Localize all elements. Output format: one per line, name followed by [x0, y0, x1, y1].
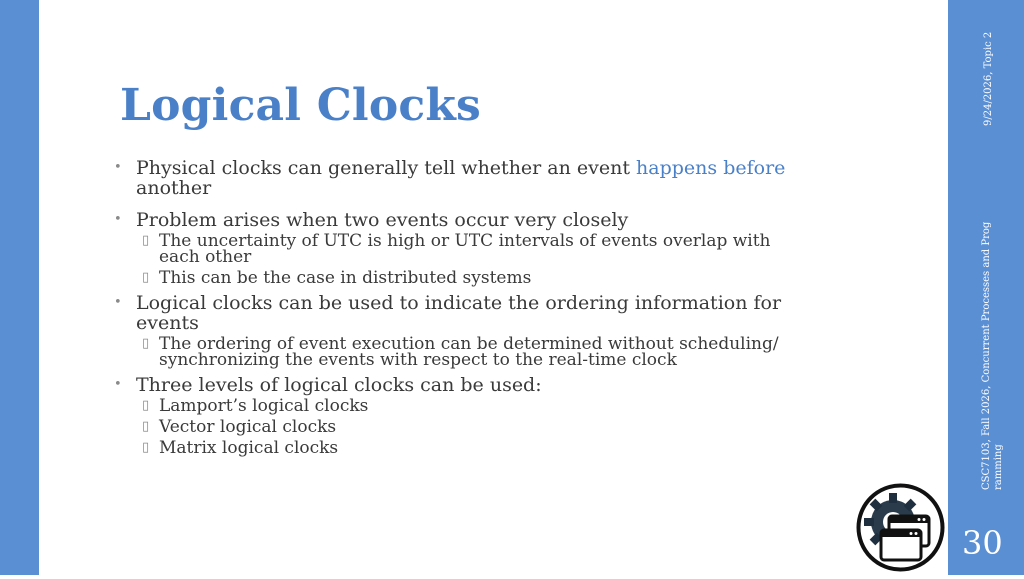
bullet-line: Three levels of logical clocks can be used: [136, 374, 542, 396]
sub-bullet-icon: ▯ [142, 270, 150, 285]
sub-item: ▯ Vector logical clocks [142, 417, 337, 437]
course-logo [853, 480, 948, 575]
bullet-dot-icon: • [114, 295, 122, 310]
sub-item: ▯ The uncertainty of UTC is high or UTC intervals of events overlap with each other [142, 231, 771, 267]
sub-item: ▯ This can be the case in distributed systems [142, 268, 532, 288]
slide-title: Logical Clocks [120, 80, 482, 131]
page-number: 30 [962, 524, 1003, 562]
left-accent-bar [0, 0, 39, 575]
course-label: CSC7103, Fall 2026, Concurrent Processes and Prog [981, 221, 992, 490]
browser-windows-gear-icon [853, 480, 948, 575]
bullet-dot-icon: • [114, 212, 122, 227]
sub-item: ▯ The ordering of event execution can be determined without scheduling/ synchronizing the events with respect to the real-time clock [142, 334, 779, 370]
bullet-dot-icon: • [114, 160, 122, 175]
sub-list [136, 336, 812, 368]
bullet-line: Physical clocks can generally tell whether an event happens before [136, 157, 786, 179]
bullet-dot-icon: • [114, 377, 122, 392]
course-label-continued: ramming [993, 444, 1004, 490]
bullet-line: Logical clocks can be used to indicate the ordering information for [136, 292, 782, 314]
bullet-line: Problem arises when two events occur very closely [136, 209, 629, 231]
bullet-item [112, 210, 812, 286]
sub-item: ▯ Lamport’s logical clocks [142, 396, 369, 416]
bullet-line: events [136, 312, 199, 334]
sub-bullet-icon: ▯ [142, 419, 150, 434]
sub-list [136, 233, 812, 286]
sub-item: ▯ Matrix logical clocks [142, 438, 339, 458]
sub-bullet-icon: ▯ [142, 233, 150, 248]
date-topic-label: 9/24/2026, Topic 2 [983, 31, 994, 126]
bullet-item [112, 293, 812, 368]
sub-list [136, 398, 812, 456]
bullet-line: another [136, 177, 212, 199]
sub-bullet-icon: ▯ [142, 440, 150, 455]
bullet-item [112, 158, 812, 198]
bullet-list [112, 158, 812, 463]
highlight-term: happens before [636, 157, 786, 179]
sub-bullet-icon: ▯ [142, 336, 150, 351]
sub-bullet-icon: ▯ [142, 398, 150, 413]
bullet-item [112, 375, 812, 456]
